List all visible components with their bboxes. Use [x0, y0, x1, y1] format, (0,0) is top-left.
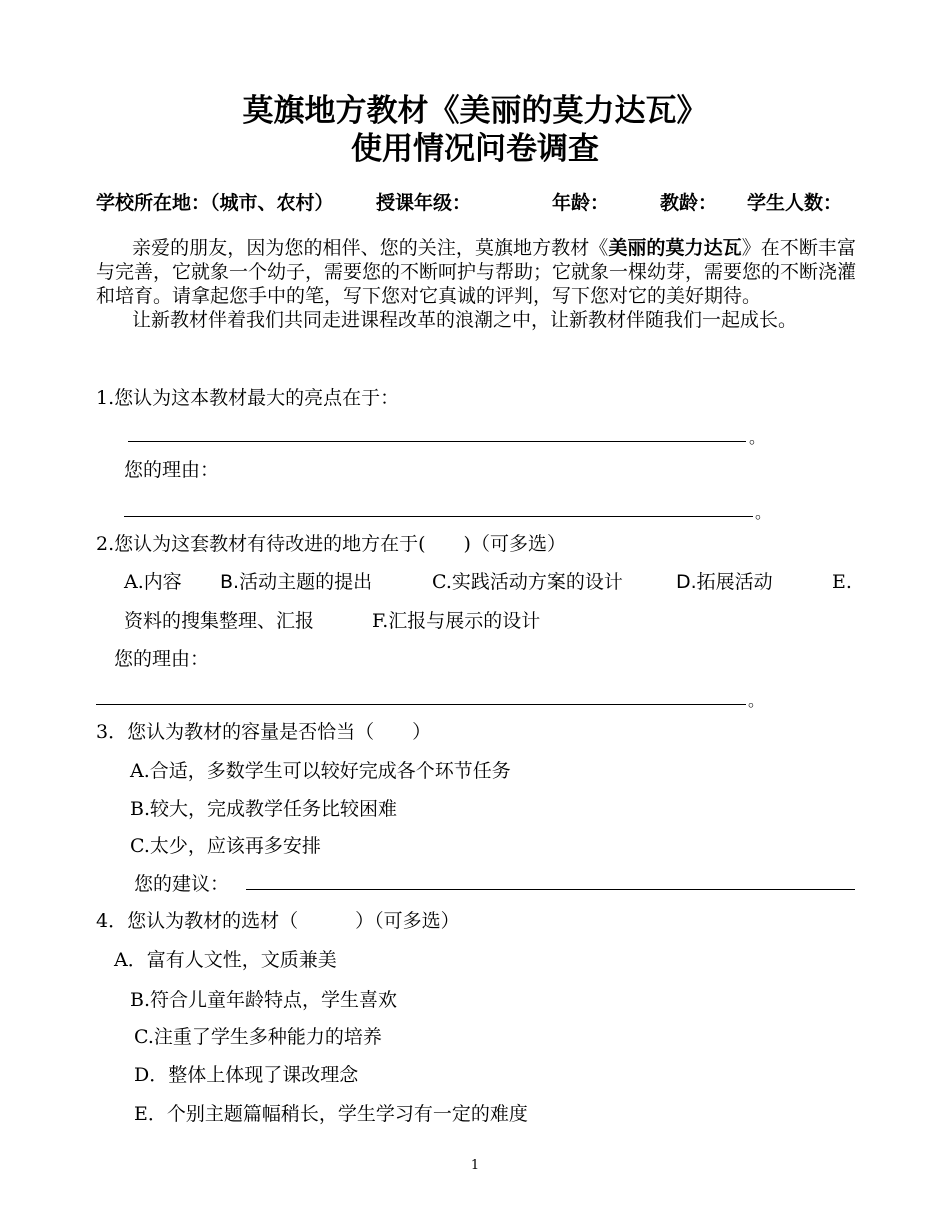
q2-end-mark: 。 — [748, 691, 765, 710]
q3-suggest-line[interactable] — [246, 889, 855, 890]
info-age-label: 年龄： — [552, 192, 610, 214]
q1-question: 1.您认为这本教材最大的亮点在于： — [96, 387, 400, 409]
q2-option-d[interactable]: D.拓展活动 — [676, 571, 773, 593]
q4-question: 4．您认为教材的选材（ ）（可多选） — [96, 910, 460, 932]
q2-reason-line[interactable] — [96, 704, 746, 705]
q2-option-e-label[interactable]: E. — [832, 571, 852, 593]
info-grade-label: 授课年级： — [376, 192, 472, 214]
q2-reason-label: 您的理由： — [114, 648, 210, 670]
q1-reason-label: 您的理由： — [124, 459, 220, 481]
info-location-label: 学校所在地：（城市、农村） — [96, 192, 334, 214]
q1-answer-line[interactable] — [128, 441, 746, 442]
info-teaching-years-label: 教龄： — [660, 192, 718, 214]
intro-paragraph-1: 亲爱的朋友，因为您的相伴、您的关注，莫旗地方教材《美丽的莫力达瓦》在不断丰富与完善，它就象一个幼子，需要您的不断呵护与帮助；它就象一棵幼芽，需要您的不断浇灌和培育。请拿起您手中的笔，写下您对它真诚的评判，写下您对它的美好期待。 — [96, 237, 857, 307]
q2-option-c[interactable]: C.实践活动方案的设计 — [432, 571, 623, 593]
q2-option-f[interactable]: F.汇报与展示的设计 — [372, 610, 541, 632]
q4-option-a[interactable]: A．富有人文性，文质兼美 — [114, 949, 337, 971]
q2-question: 2.您认为这套教材有待改进的地方在于( )（可多选） — [96, 533, 566, 555]
q2-option-b[interactable]: B.活动主题的提出 — [220, 571, 373, 593]
intro-paragraph-2: 让新教材伴着我们共同走进课程改革的浪潮之中，让新教材伴随我们一起成长。 — [132, 309, 798, 331]
q3-option-c[interactable]: C.太少，应该再多安排 — [130, 835, 321, 857]
q4-option-c[interactable]: C.注重了学生多种能力的培养 — [134, 1026, 382, 1048]
q1-end-mark: 。 — [749, 428, 766, 447]
q2-option-e-text[interactable]: 资料的搜集整理、汇报 — [124, 610, 315, 632]
q3-question: 3．您认为教材的容量是否恰当（ ） — [96, 721, 432, 743]
q3-option-b[interactable]: B.较大，完成教学任务比较困难 — [130, 798, 398, 820]
q2-option-a[interactable]: A.内容 — [124, 571, 182, 593]
q3-option-a[interactable]: A.合适，多数学生可以较好完成各个环节任务 — [130, 760, 511, 782]
intro-text — [96, 236, 856, 332]
document-title-line1: 莫旗地方教材《美丽的莫力达瓦》 — [242, 93, 708, 129]
q4-option-b[interactable]: B.符合儿童年龄特点，学生喜欢 — [130, 989, 398, 1011]
document-title-line2: 使用情况问卷调查 — [351, 131, 599, 167]
q1-reason-line[interactable] — [124, 516, 753, 517]
q4-option-e[interactable]: E．个别主题篇幅稍长，学生学习有一定的难度 — [134, 1103, 528, 1125]
q4-option-d[interactable]: D．整体上体现了课改理念 — [134, 1064, 359, 1086]
q1-reason-end-mark: 。 — [755, 503, 772, 522]
q3-suggest-label: 您的建议： — [134, 873, 230, 895]
page-number: 1 — [470, 1158, 480, 1173]
info-student-count-label: 学生人数： — [747, 192, 843, 214]
